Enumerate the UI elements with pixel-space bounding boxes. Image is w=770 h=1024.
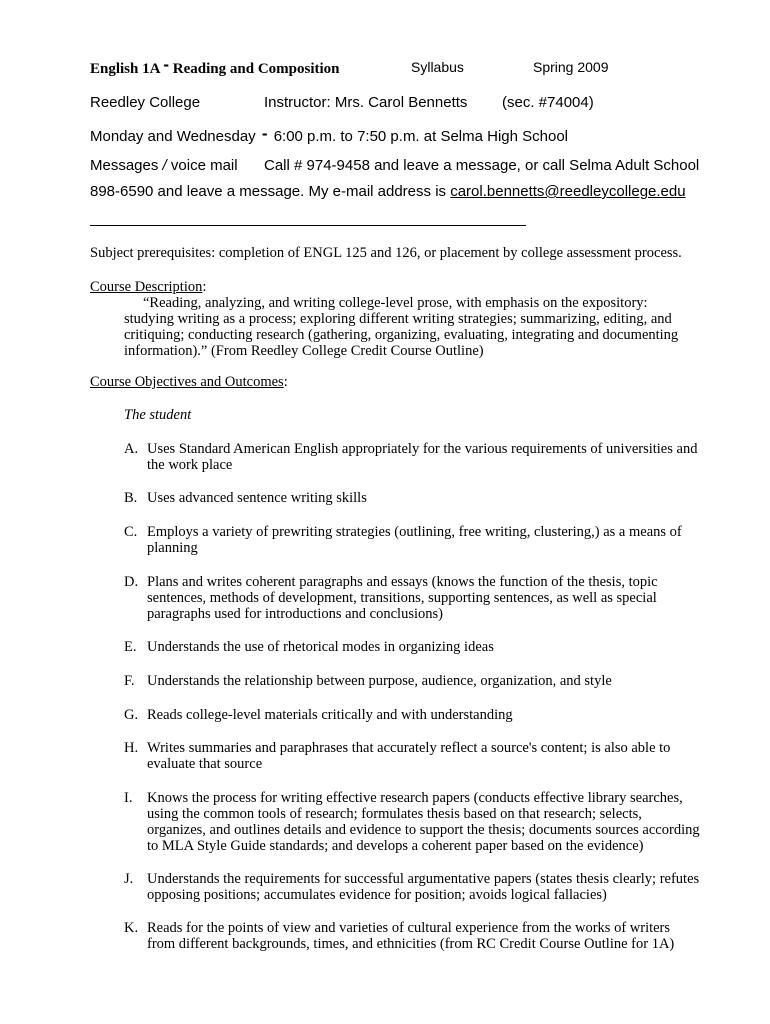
objective-line: planning xyxy=(147,540,198,556)
objective-line: opposing positions; accumulates evidence for position; avoids logical fallacies) xyxy=(147,887,607,903)
objective-item xyxy=(124,790,734,854)
objective-line: Employs a variety of prewriting strategies (outlining, free writing, clustering,) as a means of xyxy=(147,524,682,540)
voice-mail-word: voice mail xyxy=(170,157,238,174)
objective-item xyxy=(124,524,734,556)
header-divider xyxy=(90,225,526,226)
objective-item xyxy=(124,707,734,723)
objectives-heading-text: Course Objectives and Outcomes xyxy=(90,374,284,390)
messages-word: Messages xyxy=(90,157,159,174)
prerequisites: Subject prerequisites: completion of ENGL 125 and 126, or placement by college assessment process. xyxy=(90,245,682,261)
instructor-name: Instructor: Mrs. Carol Bennetts xyxy=(264,94,468,111)
objective-line: Understands the requirements for successful argumentative papers (states thesis clearly; refutes xyxy=(147,871,700,887)
objective-line: from different backgrounds, times, and ethnicities (from RC Credit Course Outline for 1A) xyxy=(147,936,675,952)
objectives-heading xyxy=(90,374,288,391)
objective-line: Understands the relationship between purpose, audience, organization, and style xyxy=(147,673,612,689)
class-time-place: 6:00 p.m. to 7:50 p.m. at Selma High School xyxy=(273,128,569,145)
schedule-line xyxy=(90,126,568,146)
email-link[interactable]: carol.bennetts@reedleycollege.edu xyxy=(450,183,686,200)
contact-text: 898-6590 and leave a message. My e-mail address is xyxy=(90,183,447,200)
objective-item xyxy=(124,490,734,506)
objective-line: using the common tools of research; formulates thesis based on that research; selects, xyxy=(147,806,642,822)
objective-letter: I. xyxy=(124,790,133,806)
course-title-dash: - xyxy=(163,55,170,74)
objective-line: Knows the process for writing effective research papers (conducts effective library searches, xyxy=(147,790,683,806)
objective-item xyxy=(124,740,734,772)
objective-line: Uses advanced sentence writing skills xyxy=(147,490,367,506)
objective-item xyxy=(124,920,734,952)
objective-line: Reads college-level materials critically and with understanding xyxy=(147,707,513,723)
objective-letter: C. xyxy=(124,524,138,540)
course-title xyxy=(90,55,340,78)
objective-letter: B. xyxy=(124,490,138,506)
objective-line: Uses Standard American English appropriately for the various requirements of universities and xyxy=(147,441,698,457)
objective-letter: F. xyxy=(124,673,135,689)
description-line-2: studying writing as a process; exploring different writing strategies; summarizing, editing, and xyxy=(124,311,672,327)
course-description-heading-text: Course Description xyxy=(90,279,203,295)
objective-item xyxy=(124,871,734,903)
objective-line: Writes summaries and paraphrases that accurately reflect a source's content; is also able to xyxy=(147,740,671,756)
course-description-colon: : xyxy=(202,279,207,295)
messages-text: Call # 974-9458 and leave a message, or call Selma Adult School xyxy=(264,157,700,174)
objective-item xyxy=(124,441,734,473)
objective-letter: H. xyxy=(124,740,139,756)
doc-type: Syllabus xyxy=(411,59,464,75)
contact-line xyxy=(90,183,686,200)
objective-line: evaluate that source xyxy=(147,756,263,772)
objective-letter: D. xyxy=(124,574,139,590)
objective-letter: G. xyxy=(124,707,139,723)
description-line-1: “Reading, analyzing, and writing college-level prose, with emphasis on the expository: xyxy=(143,295,648,311)
objective-line: to MLA Style Guide standards; and develops a coherent paper based on the evidence) xyxy=(147,838,644,854)
section-number: (sec. #74004) xyxy=(502,94,594,111)
objectives-intro: The student xyxy=(124,407,192,423)
description-line-4: information).” (From Reedley College Credit Course Outline) xyxy=(124,343,484,359)
objective-line: sentences, methods of development, transitions, supporting sentences, as well as special xyxy=(147,590,657,606)
objective-letter: E. xyxy=(124,639,137,655)
objective-item xyxy=(124,574,734,622)
objective-letter: J. xyxy=(124,871,134,887)
schedule-dash: - xyxy=(261,124,268,143)
course-name: Reading and Composition xyxy=(172,61,340,77)
objective-letter: A. xyxy=(124,441,139,457)
messages-label xyxy=(90,157,238,174)
description-line-3: critiquing; conducting research (gathering, organizing, evaluating, integrating and documenting xyxy=(124,327,679,343)
objective-line: paragraphs used for introductions and conclusions) xyxy=(147,606,443,622)
college-name: Reedley College xyxy=(90,94,201,111)
class-days: Monday and Wednesday xyxy=(90,128,256,145)
objective-line: organizes, and outlines details and evidence to support the thesis; documents sources according xyxy=(147,822,700,838)
messages-slash: / xyxy=(162,157,167,174)
objective-line: the work place xyxy=(147,457,233,473)
objective-item xyxy=(124,673,734,689)
objectives-colon: : xyxy=(283,374,288,390)
objective-letter: K. xyxy=(124,920,139,936)
objective-item xyxy=(124,639,734,655)
term: Spring 2009 xyxy=(533,59,609,75)
course-description-heading xyxy=(90,279,206,296)
objective-line: Plans and writes coherent paragraphs and essays (knows the function of the thesis, topic xyxy=(147,574,658,590)
course-code: English 1A xyxy=(90,61,160,77)
objective-line: Reads for the points of view and varieties of cultural experience from the works of writers xyxy=(147,920,671,936)
objective-line: Understands the use of rhetorical modes in organizing ideas xyxy=(147,639,494,655)
